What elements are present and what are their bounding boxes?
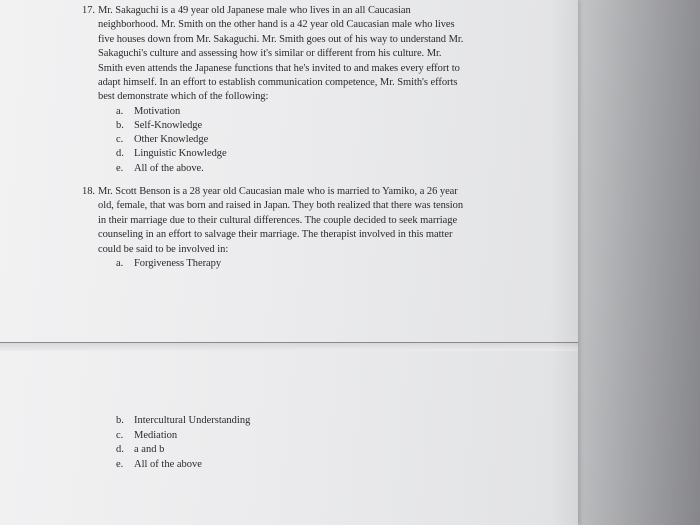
option-letter: b. (116, 120, 124, 132)
answer-option (116, 147, 512, 161)
option-text: All of the above. (134, 162, 204, 174)
question-line: adapt himself. In an effort to establish communication competence, Mr. Smith's efforts (98, 77, 458, 89)
answer-option (116, 458, 250, 473)
question-line: Sakaguchi's culture and assessing how it's similar or different from his culture. Mr. (98, 48, 442, 60)
question-line: in their marriage due to their cultural differences. The couple decided to seek marriage (98, 214, 458, 226)
option-letter: a. (116, 105, 124, 117)
question-line: could be said to be involved in: (98, 243, 229, 255)
option-letter: a. (116, 258, 124, 270)
question-line: best demonstrate which of the following: (98, 91, 269, 103)
page-break (0, 342, 578, 351)
answer-option (116, 257, 512, 271)
option-text: Linguistic Knowledge (134, 148, 227, 160)
question-17 (82, 4, 512, 176)
option-text: All of the above (134, 458, 202, 470)
answer-options-continued (116, 414, 250, 472)
option-letter: e. (116, 458, 124, 470)
option-text: Mediation (134, 429, 178, 441)
answer-option (116, 443, 250, 458)
answer-option (116, 414, 250, 429)
question-18-stem (82, 185, 512, 257)
question-line: Mr. Scott Benson is a 28 year old Caucasian male who is married to Yamiko, a 26 year (98, 186, 458, 197)
option-text: Forgiveness Therapy (134, 258, 222, 270)
question-number: 17. (82, 5, 95, 16)
question-line: five houses down from Mr. Sakaguchi. Mr. Smith goes out of his way to understand Mr. (98, 33, 464, 45)
option-text: Other Knowledge (134, 134, 209, 146)
answer-option (116, 162, 512, 176)
answer-option (116, 105, 512, 119)
answer-options (82, 257, 512, 271)
option-text: Self-Knowledge (134, 120, 203, 132)
answer-option (116, 429, 250, 444)
option-text: Intercultural Understanding (134, 415, 251, 426)
question-number: 18. (82, 186, 95, 197)
option-letter: d. (116, 148, 124, 160)
answer-option (116, 133, 512, 147)
question-line: Smith even attends the Japanese functions that he's invited to and makes every effort to (98, 62, 460, 74)
option-letter: b. (116, 415, 124, 426)
answer-options (82, 105, 512, 176)
question-17-stem (82, 4, 512, 105)
option-letter: c. (116, 134, 124, 146)
question-line: old, female, that was born and raised in Japan. They both realized that there was tension (98, 200, 464, 212)
answer-option (116, 119, 512, 133)
question-18 (82, 185, 512, 271)
question-line: neighborhood. Mr. Smith on the other hand is a 42 year old Caucasian male who lives (98, 19, 455, 31)
option-text: Motivation (134, 105, 181, 117)
option-letter: e. (116, 162, 124, 174)
question-line: Mr. Sakaguchi is a 49 year old Japanese male who lives in an all Caucasian (98, 5, 411, 16)
option-letter: c. (116, 429, 124, 441)
option-text: a and b (134, 444, 165, 456)
option-letter: d. (116, 444, 124, 456)
question-line: counseling in an effort to salvage their marriage. The therapist involved in this matter (98, 229, 453, 241)
